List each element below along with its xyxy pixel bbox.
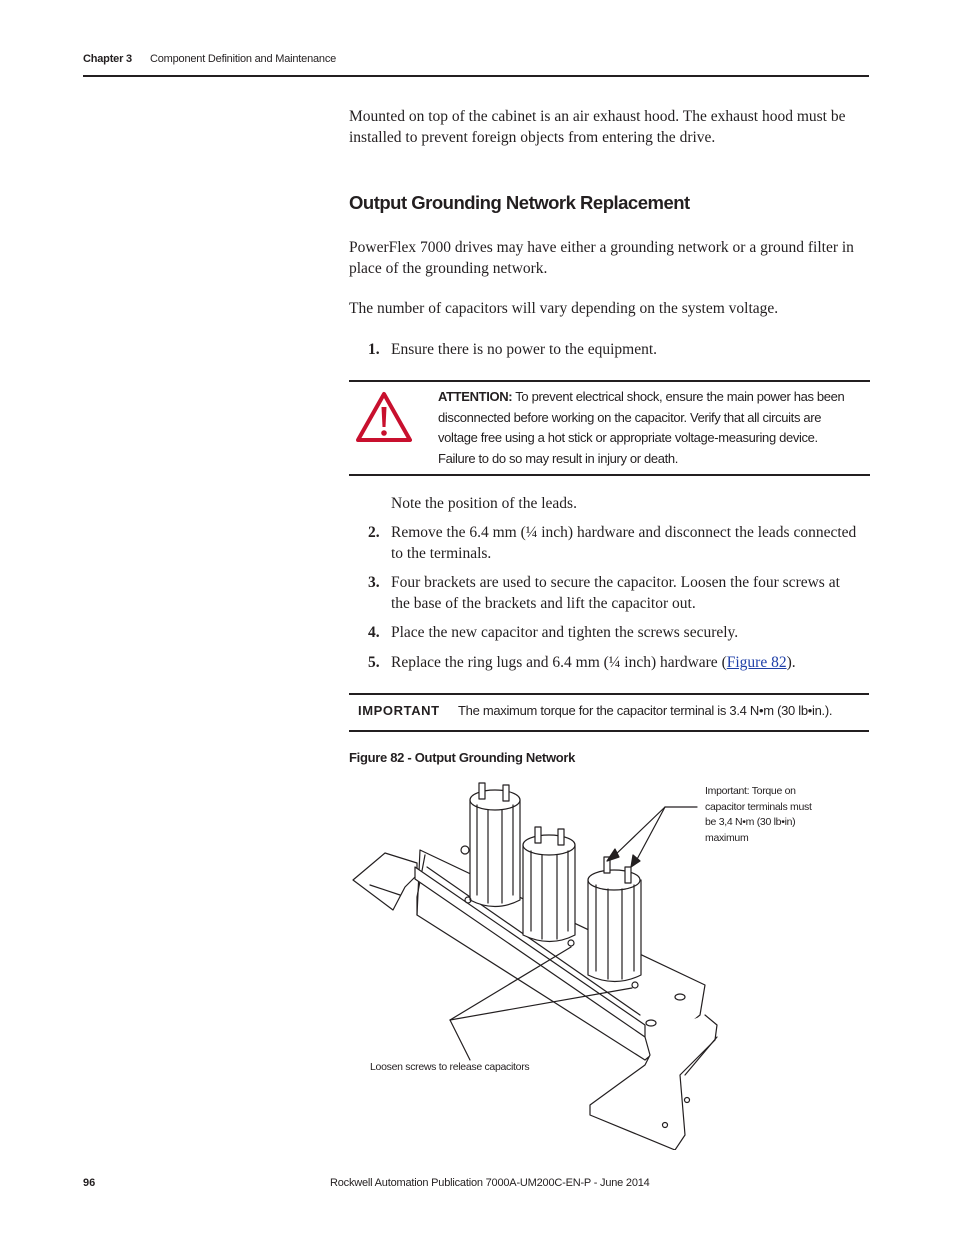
step-number: 4. xyxy=(368,624,380,641)
publication-footer: Rockwell Automation Publication 7000A-UM200C-EN-P - June 2014 xyxy=(330,1177,650,1189)
running-header xyxy=(83,53,337,65)
intro-paragraph: Mounted on top of the cabinet is an air exhaust hood. The exhaust hood must be installed to prevent foreign objects from entering the drive. xyxy=(349,108,846,146)
torque-callout-line: capacitor terminals must xyxy=(705,800,812,813)
important-top-rule xyxy=(349,693,869,695)
important-label: IMPORTANT xyxy=(358,703,440,718)
figure-caption: Figure 82 - Output Grounding Network xyxy=(349,750,576,765)
attention-label: ATTENTION: xyxy=(438,389,513,404)
attention-text: To prevent electrical shock, ensure the main power has been disconnected before working on the capacitor. Verify that all circuits are voltage free using a hot stick or appropriate voltage-measuring device. Failure to do so may result in injury or death. xyxy=(438,389,845,466)
paragraph-grounding: PowerFlex 7000 drives may have either a grounding network or a ground filter in place of the grounding network. xyxy=(349,239,854,277)
torque-callout xyxy=(705,784,845,846)
step-text xyxy=(391,653,861,674)
section-heading xyxy=(349,192,690,214)
torque-callout-line: maximum xyxy=(705,831,749,844)
important-text: The maximum torque for the capacitor terminal is 3.4 N•m (30 lb•in.). xyxy=(458,703,833,718)
page-number: 96 xyxy=(83,1177,96,1189)
output-grounding-network-figure xyxy=(345,775,725,1155)
step-number: 3. xyxy=(368,574,380,591)
attention-top-rule xyxy=(349,380,870,382)
step-5-text-after: ). xyxy=(786,654,796,671)
step-number: 2. xyxy=(368,524,380,541)
section-title: Output Grounding Network Replacement xyxy=(349,192,690,213)
attention-bottom-rule xyxy=(349,474,870,476)
step-text: Four brackets are used to secure the capacitor. Loosen the four screws at the base of the brackets and lift the capacitor out. xyxy=(391,574,840,612)
step-number: 5. xyxy=(368,654,380,671)
paragraph-capacitors: The number of capacitors will vary depending on the system voltage. xyxy=(349,300,779,317)
note-text: Note the position of the leads. xyxy=(391,495,577,512)
step-text: Ensure there is no power to the equipment. xyxy=(391,341,658,358)
step-number: 1. xyxy=(368,341,380,358)
loosen-screws-callout: Loosen screws to release capacitors xyxy=(370,1061,530,1073)
torque-callout-line: be 3,4 N•m (30 lb•in) xyxy=(705,816,796,828)
chapter-label: Chapter 3 xyxy=(83,53,132,65)
step-5-text-before: Replace the ring lugs and 6.4 mm (¼ inch) hardware ( xyxy=(391,654,727,671)
header-rule xyxy=(83,75,869,77)
step-text: Place the new capacitor and tighten the screws securely. xyxy=(391,624,739,641)
section-label: Component Definition and Maintenance xyxy=(150,53,337,65)
important-bottom-rule xyxy=(349,730,869,732)
attention-notice xyxy=(438,387,858,469)
figure-82-link[interactable]: Figure 82 xyxy=(726,654,787,671)
step-text: Remove the 6.4 mm (¼ inch) hardware and disconnect the leads connected to the terminals. xyxy=(391,524,857,562)
torque-callout-line: Important: Torque on xyxy=(705,785,796,797)
warning-triangle-icon xyxy=(356,391,412,448)
